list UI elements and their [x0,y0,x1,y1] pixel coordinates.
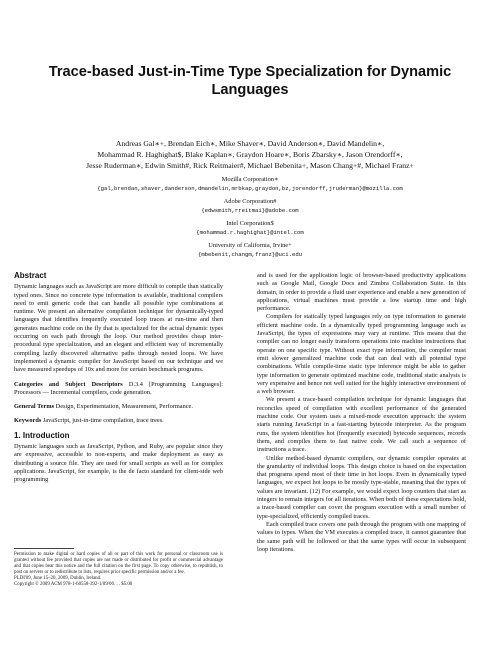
permission-notice: Permission to make digital or hard copies of all or part of this work for personal or classroom use is granted without fee provided that copies are not made or distributed for profit or commercial advantage and that copies bear this notice and the full citation on the first page. To copy otherwise, to republish, to post on servers or to redistribute to lists, requires prior specific permission and/or a fee. [14,552,223,576]
copyright-footnote [14,548,223,589]
author-line: Mohammad R. Haghighat$, Blake Kaplan∗, Graydon Hoare∗, Boris Zbarsky∗, Jason Orendorff∗, [97,150,403,160]
author-list [14,138,486,172]
left-column [14,272,223,485]
introduction-paragraph: Dynamic languages such as JavaScript, Python, and Ruby, are popular since they are expressive, accessible to non-experts, and make deployment as easy as distributing a source file. They are used for small scripts as well as for complex applications. JavaScript, for example, is the de facto standard for client-side web programming [14,443,223,484]
body-paragraph: and is used for the application logic of browser-based productivity applications such as Google Mail, Google Docs and Zimbra Collaboration Suite. In this domain, in order to provide a fluid user experience and enable a new generation of applications, virtual machines must provide a low startup time and high performance. [257,272,466,313]
author-line: Jesse Ruderman∗, Edwin Smith#, Rick Reitmaier#, Michael Bebenita+, Mason Chang+#, Michael Franz+ [86,161,414,171]
abstract-text: Dynamic languages such as JavaScript are more difficult to compile than statically typed ones. Since no concrete type information is available, traditional compilers need to emit generic code that can handle all possible type combinations at runtime. We present an alternative compilation technique for dynamically-typed languages that identifies frequently executed loop traces at run-time and then generates machine code on the fly that is specialized for the actual dynamic types occurring on each path through the loop. Our method provides cheap inter-procedural type specialization, and an elegant and efficient way of incrementally compiling lazily discovered alternative paths through nested loops. We have implemented a dynamic compiler for JavaScript based on our technique and we have measured speedups of 10x and more for certain benchmark programs. [14,283,223,374]
general-terms-paragraph [14,403,223,411]
affiliation-mozilla [14,175,486,193]
affiliation-email: {mbebenit,changm,franz}@uci.edu [197,251,303,259]
introduction-heading: 1. Introduction [14,430,70,440]
affiliation-name: University of California, Irvine+ [208,242,292,249]
general-terms-text: Design, Experimentation, Measurement, Performance. [55,403,193,411]
keywords-paragraph [14,417,223,425]
keywords-text: JavaScript, just-in-time compilation, trace trees. [42,417,164,425]
affiliation-email: {edwsmith,rreitmai}@adobe.com [201,207,299,215]
general-terms-label: General Terms [14,403,55,411]
affiliation-name: Intel Corporation$ [226,220,274,227]
affiliation-email: {mohammad.r.haghighat}@intel.com [196,229,304,237]
affiliation-name: Mozilla Corporation∗ [221,176,279,183]
affiliation-email: {gal,brendan,shaver,danderson,dmandelin,mrbkap,graydon,bz,jorendorff,jruderman}@mozilla.com [97,185,403,193]
paper-title: Trace-based Just-in-Time Type Specialization for Dynamic Languages [48,64,452,98]
copyright-line: Copyright © 2009 ACM 978-1-60558-392-1/09/06. . . $5.00 [14,582,133,588]
categories-text: D.3.4 [Programming Languages]: Processors — Incremental compilers, code generation. [14,380,223,396]
body-paragraph: Unlike method-based dynamic compilers, our dynamic compiler operates at the granularity of individual loops. This design choice is based on the expectation that programs spend most of their time in hot loops. Even in dynamically typed languages, we expect hot loops to be mostly type-stable, meaning that the types of values are invariant. (12) For example, we would expect loop counters that start as integers to remain integers for all iterations. When both of these expectations hold, a trace-based compiler can cover the program execution with a small number of type-specialized, efficiently compiled traces. [257,454,466,520]
author-line: Andreas Gal∗+, Brendan Eich∗, Mike Shaver∗, David Anderson∗, David Mandelin∗, [115,139,385,148]
affiliation-intel [14,219,486,237]
conference-venue: PLDI'09, June 15–20, 2009, Dublin, Ireland. [14,576,102,582]
abstract-heading: Abstract [14,271,47,280]
keywords-label: Keywords [14,417,42,425]
right-column [257,272,466,554]
affiliation-adobe [14,197,486,215]
affiliation-name: Adobe Corporation# [223,198,277,205]
footnote-rule [14,548,74,549]
affiliation-uci [14,241,486,259]
body-paragraph: Each compiled trace covers one path through the program with one mapping of values to types. When the VM executes a compiled trace, it cannot guarantee that the same path will be followed or that the same types will occur in subsequent loop iterations. [257,520,466,553]
categories-paragraph [14,381,223,398]
body-paragraph: Compilers for statically typed languages rely on type information to generate efficient machine code. In a dynamically typed programming language such as JavaScript, the types of expressions may vary at runtime. This means that the compiler can no longer easily transform operations into machine instructions that operate on one specific type. Without exact type information, the compiler must emit slower generalized machine code that can deal with all potential type combinations. While compile-time static type inference might be able to gather type information to generate optimized machine code, traditional static analysis is very expensive and hence not well suited for the highly interactive environment of a web browser. [257,313,466,396]
categories-label: Categories and Subject Descriptors [14,380,123,388]
body-paragraph: We present a trace-based compilation technique for dynamic languages that reconciles speed of compilation with excellent performance of the generated machine code. Our system uses a mixed-mode execution approach: the system starts running JavaScript in a fast-starting bytecode interpreter. As the program runs, the system identifies hot (frequently executed) bytecode sequences, records them, and compiles them to fast native code. We call such a sequence of instructions a trace. [257,396,466,454]
